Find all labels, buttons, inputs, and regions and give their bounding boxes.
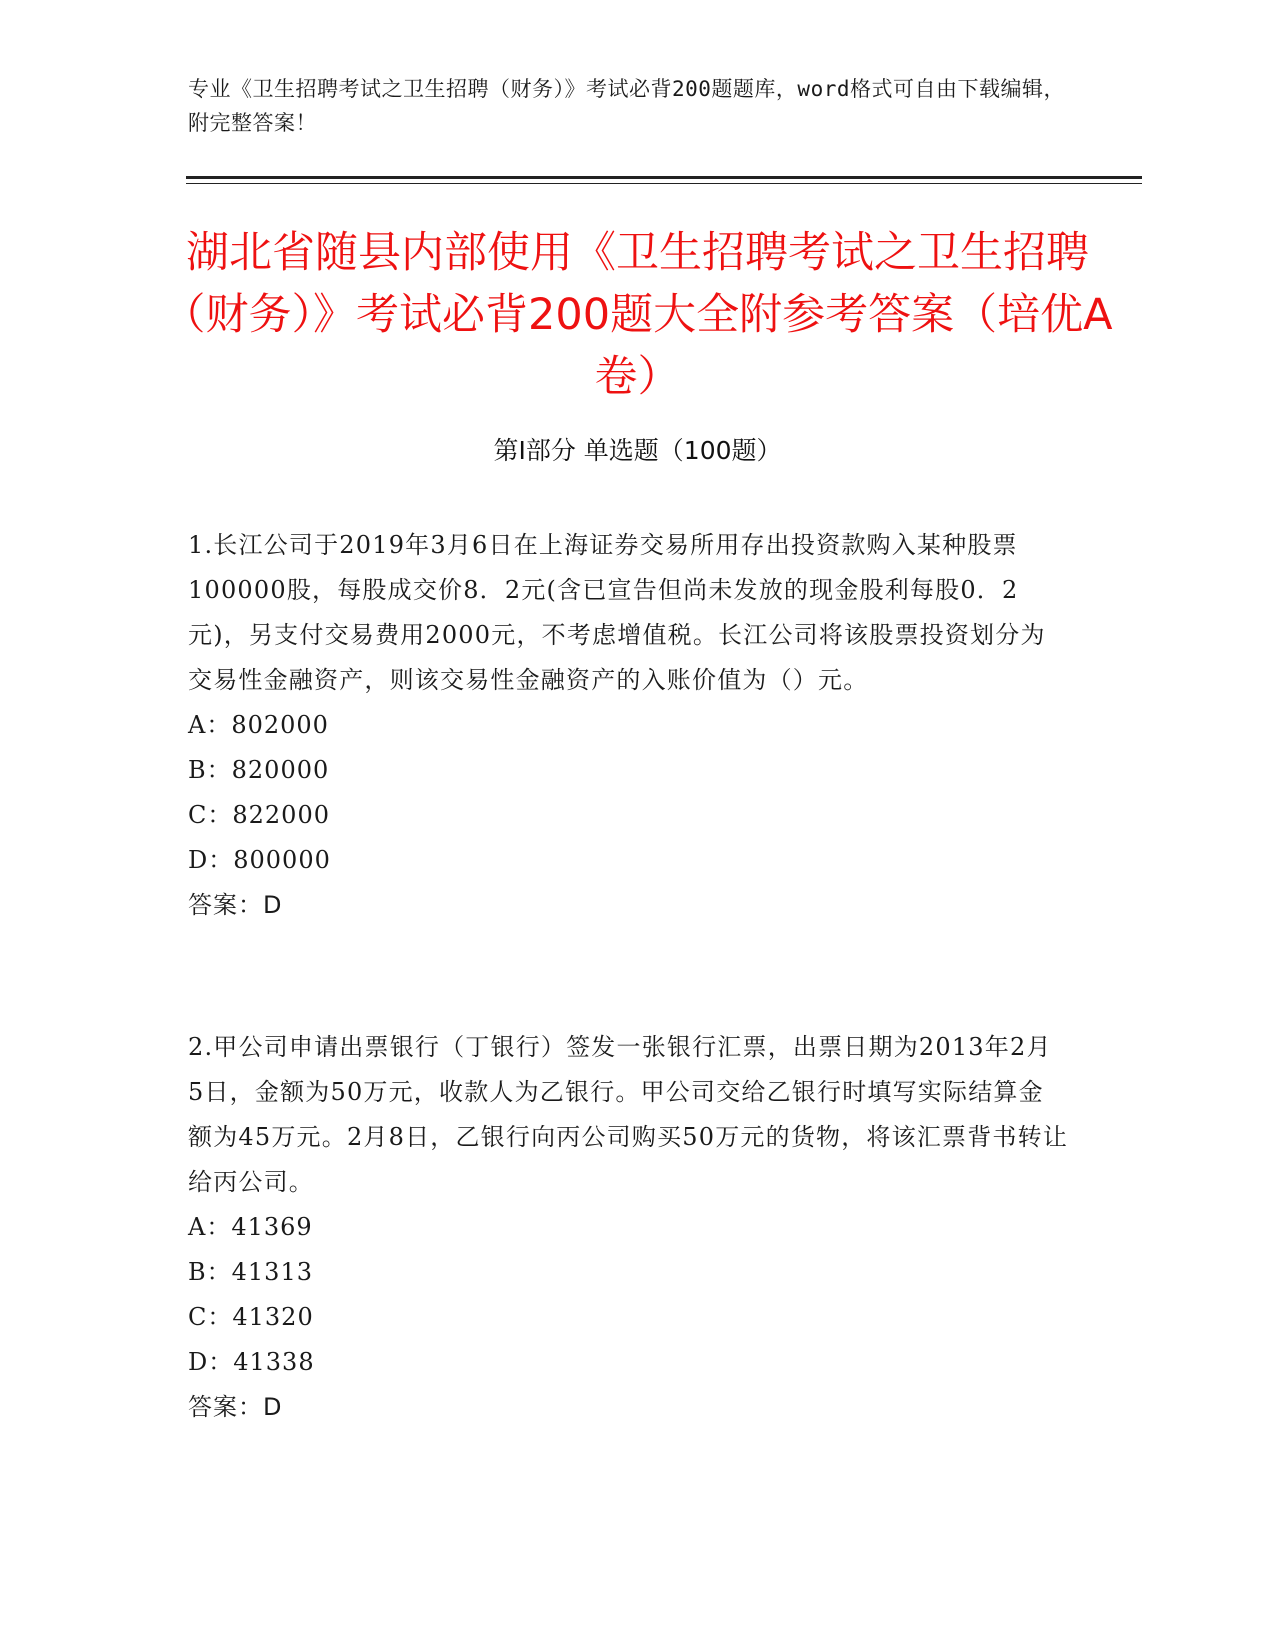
option-b: B：41313 <box>188 1258 313 1286</box>
header-rule-thick <box>186 176 1142 179</box>
header-note: 专业《卫生招聘考试之卫生招聘（财务）》考试必背200题题库，word格式可自由下载编辑，附完整答案！ <box>188 77 1065 135</box>
answer: 答案：D <box>188 1393 283 1421</box>
section-heading: 第Ⅰ部分 单选题（100题） <box>493 436 782 465</box>
option-d: D：800000 <box>188 846 331 874</box>
document-title: 湖北省随县内部使用《卫生招聘考试之卫生招聘（财务）》考试必背200题大全附参考答案（培优A卷） <box>162 228 1113 402</box>
question-1 <box>188 523 1068 928</box>
question-stem: 2.甲公司申请出票银行（丁银行）签发一张银行汇票，出票日期为2013年2月5日，金额为50万元，收款人为乙银行。甲公司交给乙银行时填写实际结算金额为45万元。2月8日，乙银行向丙公司购买50万元的货物，将该汇票背书转让给丙公司。 <box>188 1033 1069 1196</box>
option-a: A：41369 <box>188 1213 313 1241</box>
option-a: A：802000 <box>188 711 329 739</box>
option-c: C：41320 <box>188 1303 314 1331</box>
option-d: D：41338 <box>188 1348 315 1376</box>
option-b: B：820000 <box>188 756 330 784</box>
header-rule-thin <box>186 183 1142 184</box>
question-stem: 1.长江公司于2019年3月6日在上海证券交易所用存出投资款购入某种股票100000股，每股成交价8．2元(含已宣告但尚未发放的现金股利每股0．2元)，另支付交易费用2000元，不考虑增值税。长江公司将该股票投资划分为交易性金融资产，则该交易性金融资产的入账价值为（）元。 <box>188 531 1046 694</box>
option-c: C：822000 <box>188 801 330 829</box>
question-2 <box>188 1025 1068 1430</box>
answer: 答案：D <box>188 891 283 919</box>
